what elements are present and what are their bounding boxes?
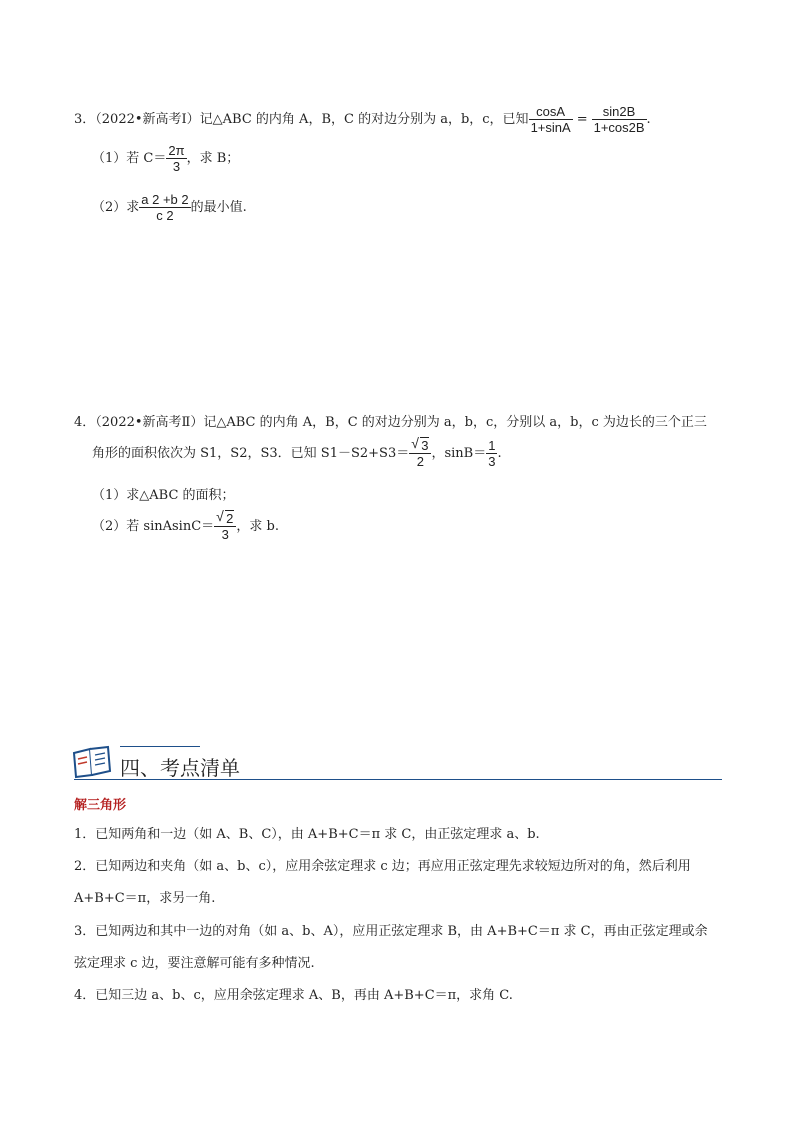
q3-frac2-den: 1+cos2B [593, 120, 645, 135]
q4-line2-end: . [497, 446, 502, 461]
q3-p2-pre: （2）求 [92, 200, 140, 215]
q4-p2-den: 3 [221, 527, 229, 542]
q4-line2 [92, 438, 502, 469]
q4-p2-pre: （2）若 sinAsinC＝ [92, 519, 215, 534]
book-icon [72, 745, 112, 783]
q4-line2-rad: 3 [421, 438, 429, 453]
q4-line2-frac1 [409, 438, 431, 469]
list-item: 3．已知两边和其中一边的对角（如 a、b、A），应用正弦定理求 B，由 A+B+C＝π 求 C，再由正弦定理或余 [74, 924, 708, 939]
q3-p2-frac [139, 192, 190, 223]
q3-intro: 3．（2022•新高考Ⅰ）记△ABC 的内角 A，B，C 的对边分别为 a，b，c，已知 [74, 112, 529, 127]
q4-line2-num1 [409, 438, 431, 454]
q3-frac1-num: cosA [529, 104, 573, 120]
list-item: 2．已知两边和夹角（如 a、b、c），应用余弦定理求 c 边；再应用正弦定理先求较短边所对的角，然后利用 [74, 859, 691, 874]
q4-p2-frac [214, 511, 236, 542]
q4-line2-den2: 3 [488, 454, 496, 469]
topic-heading: 解三角形 [74, 798, 127, 813]
q4-part2 [92, 511, 279, 542]
q3-p1-pre: （1）若 C＝ [92, 151, 167, 166]
q4-p2-num [214, 511, 236, 527]
q4-line2-frac2 [486, 438, 497, 469]
q4-p2-rad: 2 [226, 511, 234, 526]
q3-p1-num: 2π [168, 143, 185, 158]
q4-p2-post: ，求 b. [236, 519, 279, 534]
list-item: A+B+C＝π，求另一角. [74, 891, 216, 906]
q4-line2-den1: 2 [416, 454, 424, 469]
q3-line [74, 104, 651, 135]
q3-p2-num: a 2 +b 2 [141, 192, 189, 207]
q3-p1-frac [166, 143, 186, 174]
q4-line2-pre: 角形的面积依次为 S1，S2，S3．已知 S1－S2+S3＝ [92, 446, 410, 461]
list-item: 弦定理求 c 边，要注意解可能有多种情况. [74, 956, 315, 971]
q3-end: . [646, 112, 651, 127]
q4-part1: （1）求△ABC 的面积； [92, 488, 235, 503]
q3-p1-post: ，求 B； [186, 151, 240, 166]
sqrt-sign [216, 511, 234, 526]
q4-line2-mid: ，sinB＝ [431, 446, 487, 461]
sqrt-sign [411, 438, 429, 453]
q4-line1: 4．（2022•新高考Ⅱ）记△ABC 的内角 A，B，C 的对边分别为 a，b，c，分别以 a，b，c 为边长的三个正三 [74, 415, 707, 430]
q3-p1-den: 3 [172, 159, 181, 174]
section-overline [120, 746, 200, 747]
q3-part2 [92, 192, 247, 223]
q3-p2-den: c 2 [156, 208, 174, 223]
q4-line2-num2: 1 [488, 438, 496, 453]
q3-frac1-den: 1+sinA [530, 120, 571, 135]
q3-eq: = [576, 112, 588, 127]
list-item: 4．已知三边 a、b、c，应用余弦定理求 A、B，再由 A+B+C＝π，求角 C. [74, 988, 513, 1003]
q3-frac1 [529, 104, 573, 135]
q3-frac2 [592, 104, 647, 135]
list-item: 1．已知两角和一边（如 A、B、C），由 A+B+C＝π 求 C，由正弦定理求 a、b. [74, 827, 540, 842]
section-title: 四、考点清单 [120, 756, 240, 780]
q3-frac2-num: sin2B [592, 104, 647, 120]
q3-part1 [92, 143, 239, 174]
section-underline [74, 779, 722, 780]
q3-p2-post: 的最小值. [190, 200, 247, 215]
